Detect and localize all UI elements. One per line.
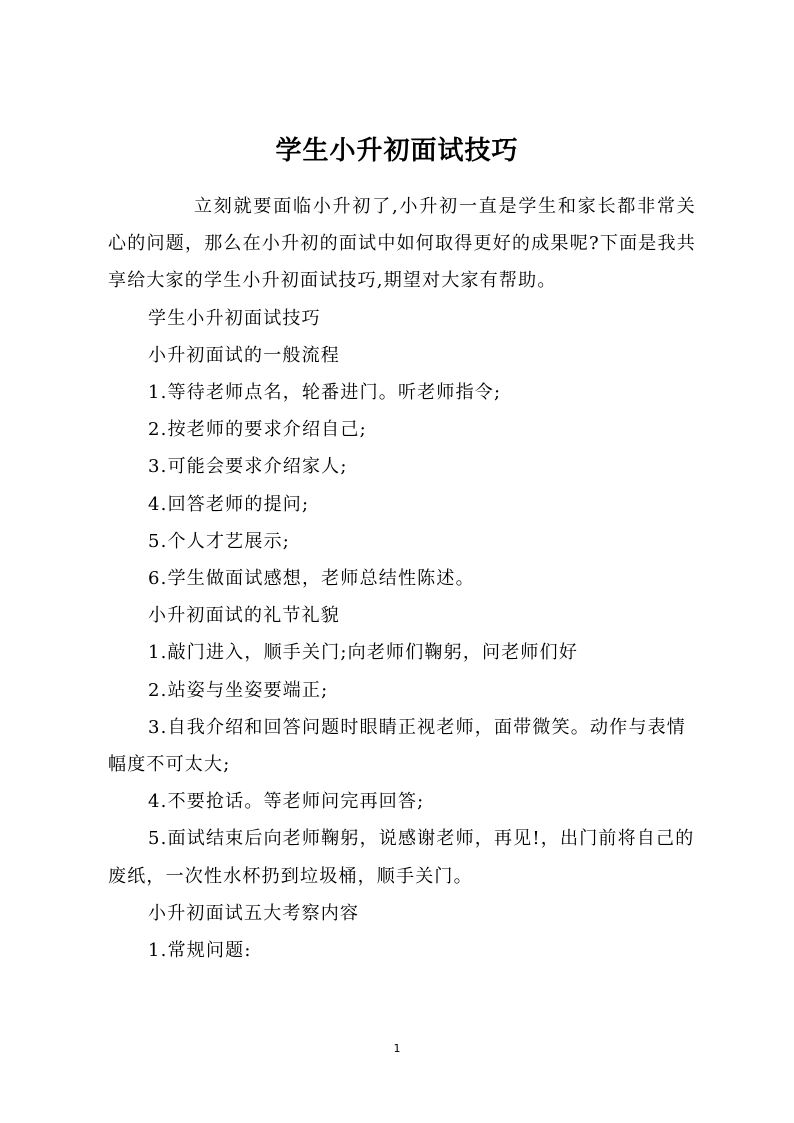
- section-heading-content: 小升初面试五大考察内容: [148, 902, 360, 924]
- list-item: 5.面试结束后向老师鞠躬，说感谢老师，再见!，出门前将自己的废纸，一次性水杯扔到垃圾桶，顺手关门。: [108, 828, 695, 887]
- list-item: 1.敲门进入，顺手关门;向老师们鞠躬，问老师们好: [148, 642, 579, 664]
- document-body: [108, 188, 696, 969]
- list-item: 3.自我介绍和回答问题时眼睛正视老师，面带微笑。动作与表情幅度不可太大;: [108, 716, 686, 776]
- list-item: 1.等待老师点名，轮番进门。听老师指令;: [148, 382, 502, 404]
- list-item: 2.站姿与坐姿要端正;: [148, 679, 329, 701]
- page-number: 1: [393, 1042, 401, 1055]
- section-heading-flow: 小升初面试的一般流程: [148, 344, 340, 366]
- list-item: 4.不要抢话。等老师问完再回答;: [148, 791, 425, 813]
- list-item: 4.回答老师的提问;: [148, 493, 310, 515]
- list-item: 3.可能会要求介绍家人;: [148, 456, 348, 478]
- main-heading: 学生小升初面试技巧: [148, 307, 321, 329]
- list-item: 6.学生做面试感想，老师总结性陈述。: [148, 568, 475, 590]
- intro-paragraph: 立刻就要面临小升初了,小升初一直是学生和家长都非常关心的问题，那么在小升初的面试中如何取得更好的成果呢?下面是我共享给大家的学生小升初面试技巧,期望对大家有帮助。: [108, 196, 696, 292]
- list-item: 2.按老师的要求介绍自己;: [148, 419, 367, 441]
- section-heading-etiquette: 小升初面试的礼节礼貌: [148, 605, 340, 627]
- list-item: 5.个人才艺展示;: [148, 530, 291, 552]
- list-item: 1.常规问题:: [148, 940, 252, 962]
- document-title: 学生小升初面试技巧: [275, 136, 519, 166]
